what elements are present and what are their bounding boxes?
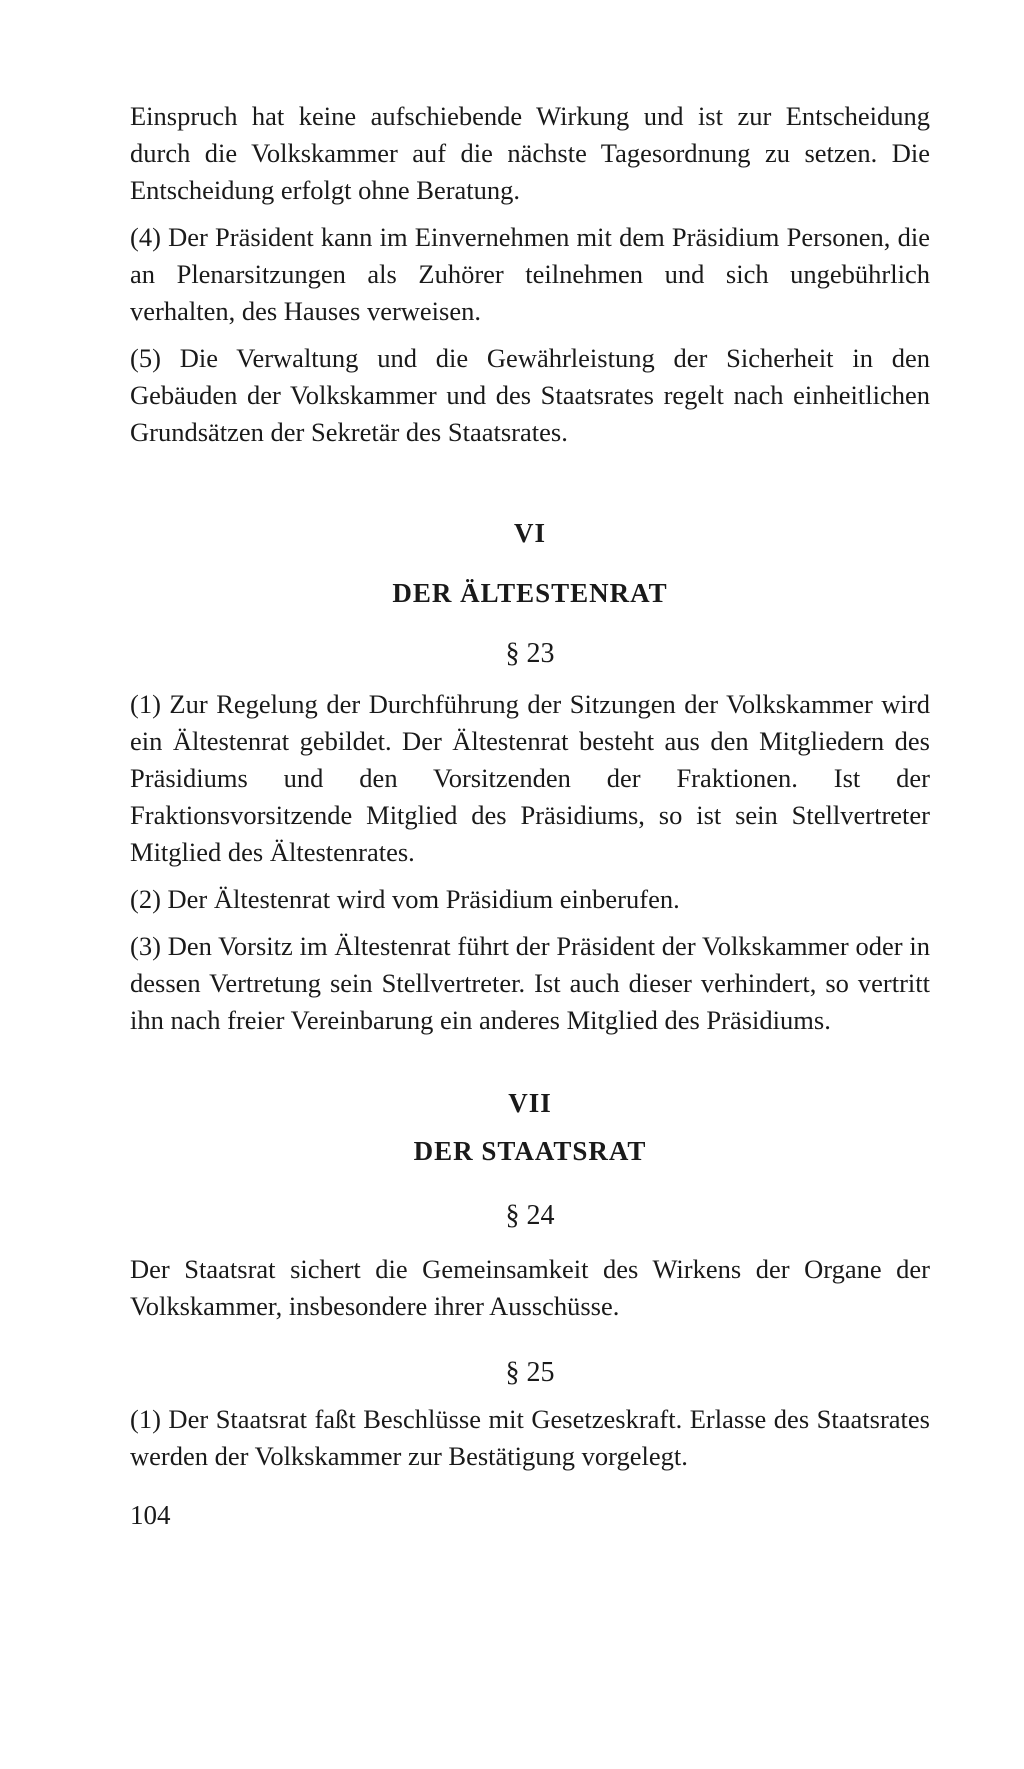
section-vi-numeral: VI xyxy=(513,518,546,548)
text-24: Der Staatsrat sichert die Gemeinsamkeit des Wirkens der Organe der Volkskammer, insbesondere ihrer Ausschüsse. xyxy=(130,1254,930,1321)
paragraph-23-mark: § 23 xyxy=(505,638,555,669)
clause-23-3: (3) Den Vorsitz im Ältestenrat führt der Präsident der Volkskammer oder in dessen Vertretung sein Stellvertreter. Ist auch dieser verhindert, so vertritt ihn nach freier Vereinbarung ein anderes Mitglied des Präsidiums. xyxy=(130,931,930,1035)
section-vii-title: DER STAATSRAT xyxy=(413,1136,647,1166)
paragraph-24-mark: § 24 xyxy=(505,1200,555,1231)
page-number: 104 xyxy=(130,1500,171,1530)
clause-23-1: (1) Zur Regelung der Durchführung der Sitzungen der Volkskammer wird ein Ältestenrat gebildet. Der Ältestenrat besteht aus den Mitgliedern des Präsidiums und den Vorsitzenden der Fraktionen. Ist der Fraktionsvorsitzende Mitglied des Präsidiums, so ist sein Stellvertreter Mitglied des Ältestenrates. xyxy=(130,689,930,867)
clause-23-2: (2) Der Ältestenrat wird vom Präsidium einberufen. xyxy=(130,884,680,914)
continuation-paragraph: Einspruch hat keine aufschiebende Wirkung und ist zur Entscheidung durch die Volkskammer auf die nächste Tagesordnung zu setzen. Die Entscheidung erfolgt ohne Beratung. xyxy=(130,101,930,205)
clause-25-1: (1) Der Staatsrat faßt Beschlüsse mit Gesetzeskraft. Erlasse des Staatsrates werden der Volkskammer zur Bestätigung vorgelegt. xyxy=(130,1404,930,1471)
section-vi-title: DER ÄLTESTENRAT xyxy=(392,578,668,608)
intro-block xyxy=(130,98,930,451)
section-vi-body xyxy=(130,686,930,1039)
paragraph-24-body xyxy=(130,1251,930,1325)
paragraph-4: (4) Der Präsident kann im Einvernehmen mit dem Präsidium Personen, die an Plenarsitzungen als Zuhörer teilnehmen und sich ungebührlich verhalten, des Hauses verweisen. xyxy=(130,222,930,326)
paragraph-25-mark: § 25 xyxy=(505,1357,555,1388)
section-vii-numeral: VII xyxy=(508,1088,552,1118)
paragraph-5: (5) Die Verwaltung und die Gewährleistung der Sicherheit in den Gebäuden der Volkskammer und des Staatsrates regelt nach einheitlichen Grundsätzen der Sekretär des Staatsrates. xyxy=(130,343,930,447)
paragraph-25-body xyxy=(130,1401,930,1475)
